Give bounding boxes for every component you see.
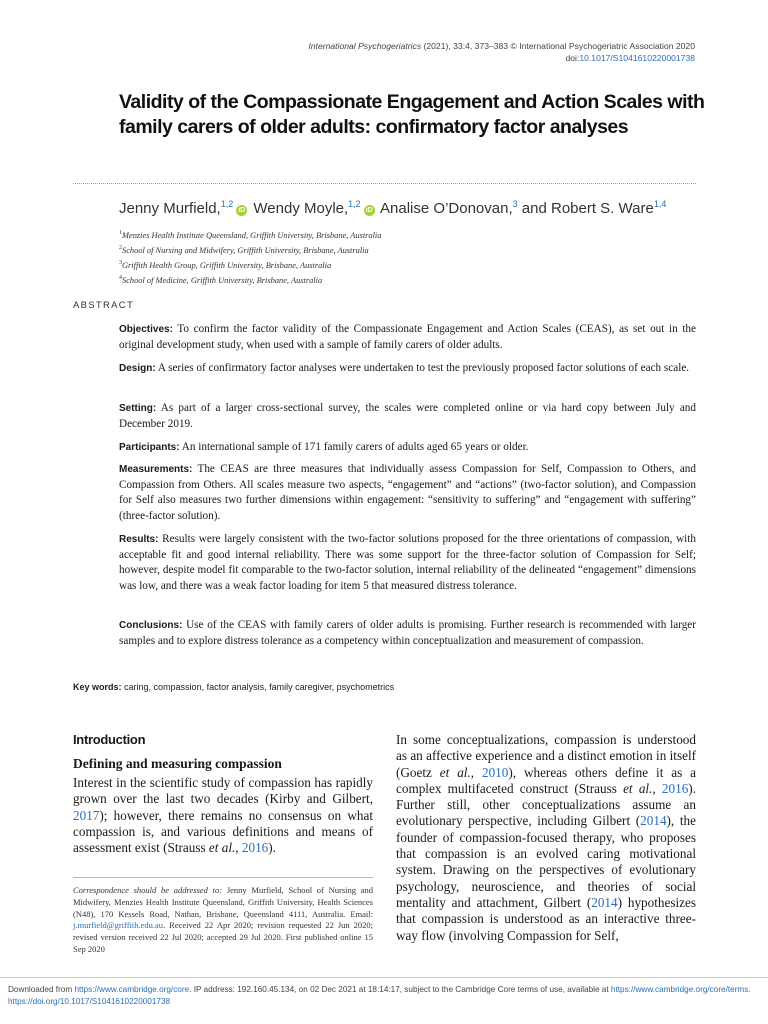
affiliations — [119, 227, 619, 287]
correspondence-note: Correspondence should be addressed to: Jenny Murfield, School of Nursing and Midwifery, Menzies Health Institute Queensland, Griffith University, Health Sciences (N48), 170 Kessels Road, Nathan, Brisbane, Queensland 4111, Australia. Email: j.murfield@griffith.edu.au. Received 22 Apr 2020; revision requested 22 Jun 2020; revised version received 22 Jul 2020; accepted 29 Jul 2020. First published online 15 Sep 2020 — [73, 885, 374, 954]
title-divider — [73, 183, 696, 184]
download-footer: Downloaded from https://www.cambridge.org/core. IP address: 192.160.45.134, on 02 Dec 2021 at 18:14:17, subject to the Cambridge Core terms of use, available at https://www.cambridge.org/core/terms. https://doi.org/10.1017/S1041610220001738 — [8, 985, 751, 1006]
citation-link[interactable]: 2016 — [241, 840, 269, 856]
intro-paragraph-left: Interest in the scientific study of compassion has rapidly grown over the last two decades (Kirby and Gilbert, 2017); however, there remains no consensus on what compassion is, and various definitions and means of assessment exist (Strauss et al., 2016). — [73, 775, 373, 856]
author-affiliation-sup: 1,4 — [653, 199, 667, 209]
article-title: Validity of the Compassionate Engagement and Action Scales with family carers of older adults: confirmatory factor analyses — [119, 91, 705, 138]
journal-volume-info: (2021), 33:4, 373–383 © International Psychogeriatric Association 2020 — [423, 41, 695, 51]
author-affiliation-sup: 3 — [512, 199, 518, 209]
citation-link[interactable]: 2016 — [661, 780, 689, 796]
abstract-results: Results: Results were largely consistent with the two-factor solutions proposed for the three orientations of compassion, with acceptable fit and good internal reliability. There was some support for the three-factor solution of Compassion for Self; however, despite model fit comparable to the two-factor solution, internal reliability of the delineated “engagement” dimensions was low, and there was a weak factor loading for item 5 that measured distress tolerance. — [119, 533, 696, 592]
subsection-heading: Defining and measuring compassion — [73, 756, 282, 771]
affiliation-item: $^2$School of Nursing and Midwifery, Griffith University, Brisbane, Australia — [119, 245, 369, 255]
abstract-participants: Participants: An international sample of 171 family carers of adults aged 65 years or older. — [119, 441, 529, 453]
doi-link[interactable]: 10.1017/S1041610220001738 — [579, 53, 695, 63]
affiliation-item: $^4$School of Medicine, Griffith University, Brisbane, Australia — [119, 275, 323, 285]
author-name[interactable]: and Robert S. Ware — [521, 200, 654, 217]
author-affiliation-sup: 1,2 — [220, 199, 234, 209]
author-affiliation-sup: 1,2 — [348, 199, 361, 209]
abstract-heading: ABSTRACT — [73, 300, 135, 311]
abstract-setting: Setting: As part of a larger cross-sectional survey, the scales were completed online or via hard copy between July and December 2019. — [119, 402, 696, 430]
abstract-objectives: Objectives: To confirm the factor validity of the Compassionate Engagement and Action Scales (CEAS), as set out in the original development study, when used with a sample of family carers of older adults. — [119, 323, 696, 351]
affiliation-item: $^3$Griffith Health Group, Griffith University, Brisbane, Australia — [119, 260, 332, 270]
journal-citation — [300, 40, 695, 64]
keywords: Key words: caring, compassion, factor analysis, family caregiver, psychometrics — [73, 682, 395, 692]
terms-link[interactable]: https://www.cambridge.org/core/terms — [610, 985, 749, 994]
correspondence-divider — [73, 877, 373, 878]
cambridge-core-link[interactable]: https://www.cambridge.org/core — [74, 985, 190, 994]
author-name[interactable]: Jenny Murfield, — [119, 200, 221, 217]
abstract-conclusions: Conclusions: Use of the CEAS with family carers of older adults is promising. Further research is recommended with larger samples and to explore distress tolerance as a competency within conceptualization and measurement of compassion. — [119, 619, 697, 647]
doi-footer-link[interactable]: https://doi.org/10.1017/S1041610220001738 — [8, 996, 171, 1006]
section-heading-introduction: Introduction — [73, 732, 146, 747]
citation-link[interactable]: 2010 — [481, 764, 509, 780]
author-name[interactable]: Wendy Moyle, — [253, 200, 349, 217]
citation-link[interactable]: 2014 — [591, 894, 618, 910]
doi-prefix: doi: — [565, 53, 580, 63]
citation-link[interactable]: 2014 — [640, 813, 667, 829]
abstract-measurements: Measurements: The CEAS are three measures that individually assess Compassion for Self, Compassion to Others, and Compassion from Others. All scales measure two aspects, “engagement” and “actions” (two-factor solution), and Compassion for Self also measures two further dimensions within engagement: “sensitivity to suffering” and “engagement with suffering” (three-factor solution). — [119, 463, 696, 522]
footer-divider — [0, 977, 768, 978]
orcid-icon[interactable]: iD — [238, 207, 246, 214]
author-list — [119, 199, 719, 217]
email-link[interactable]: j.murfield@griffith.edu.au — [73, 920, 164, 931]
affiliation-item: $^1$Menzies Health Institute Queensland, Griffith University, Brisbane, Australia — [119, 230, 382, 240]
orcid-icon[interactable]: iD — [365, 207, 373, 214]
intro-paragraph-right: In some conceptualizations, compassion is understood as an affective experience and a distinct emotion in itself (Goetz et al., 2010), whereas others define it as a complex multifaceted construct (Strauss et al., 2016). Further still, other conceptualizations assume an evolutionary perspective, including Gilbert (2014), the founder of compassion-focused therapy, who proposes that compassion is an evolved caring motivational system. Drawing on the perspectives of evolutionary psychology, neuroscience, and theories of social mentality and attachment, Gilbert (2014) hypothesizes that compassion is understood as an interactive three-way flow (involving Compassion for Self, — [396, 732, 697, 943]
author-name[interactable]: Analise O’Donovan, — [380, 200, 513, 217]
citation-link[interactable]: 2017 — [73, 807, 100, 823]
journal-name: International Psychogeriatrics — [308, 41, 422, 51]
abstract-design: Design: A series of confirmatory factor analyses were undertaken to test the previously proposed factor solutions of each scale. — [119, 362, 690, 374]
